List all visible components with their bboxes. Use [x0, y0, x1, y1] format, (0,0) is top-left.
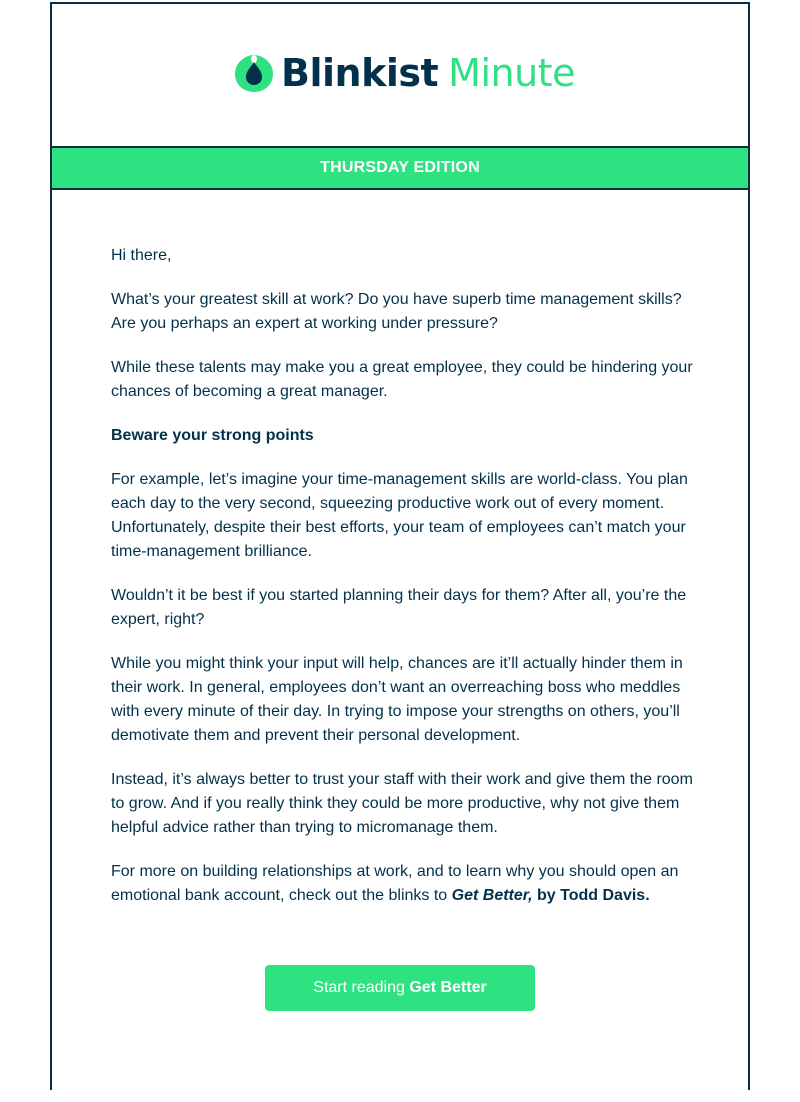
- greeting: Hi there,: [111, 247, 172, 264]
- paragraph-4: Wouldn’t it be best if you started planning their days for them? After all, you’re the expert, right?: [111, 587, 687, 628]
- article-content: [111, 244, 696, 928]
- section-heading-text: Beware your strong points: [111, 427, 314, 444]
- blinkist-drop-logo-icon: [233, 52, 275, 94]
- paragraph-2: While these talents may make you a great employee, they could be hindering your chances of becoming a great manager.: [111, 359, 693, 400]
- paragraph-6: Instead, it’s always better to trust your staff with their work and give them the room to grow. And if you really think they could be more productive, why not give them helpful advice rather than trying to micromanage them.: [111, 771, 693, 836]
- email-frame: [50, 2, 750, 1102]
- logo-brand-text: Blinkist: [281, 51, 439, 95]
- paragraph-7: [111, 860, 696, 908]
- email-header: [50, 2, 750, 146]
- cta-prefix: Start reading: [313, 979, 410, 996]
- book-title: Get Better,: [451, 887, 533, 904]
- email-body: [50, 190, 750, 1090]
- cta-book-title: Get Better: [409, 979, 487, 996]
- start-reading-button[interactable]: [265, 965, 535, 1011]
- logo-product-text: Minute: [448, 51, 575, 95]
- paragraph-1: What’s your greatest skill at work? Do you have superb time management skills? Are you perhaps an expert at working under pressure?: [111, 291, 682, 332]
- edition-banner: THURSDAY EDITION: [50, 146, 750, 190]
- book-author: by Todd Davis.: [532, 887, 650, 904]
- section-heading: [111, 424, 696, 448]
- paragraph-3: For example, let’s imagine your time-management skills are world-class. You plan each day to the very second, squeezing productive work out of every moment. Unfortunately, despite their best efforts, your team of employees can’t match your time-management brilliance.: [111, 471, 688, 560]
- paragraph-5: While you might think your input will help, chances are it’ll actually hinder them in their work. In general, employees don’t want an overreaching boss who meddles with every minute of their day. In trying to impose your strengths on others, you’ll demotivate them and prevent their personal development.: [111, 655, 683, 744]
- paragraph-7-text: For more on building relationships at work, and to learn why you should open an emotional bank account, check out the blinks to: [111, 863, 679, 904]
- blinkist-minute-logo[interactable]: [233, 51, 575, 95]
